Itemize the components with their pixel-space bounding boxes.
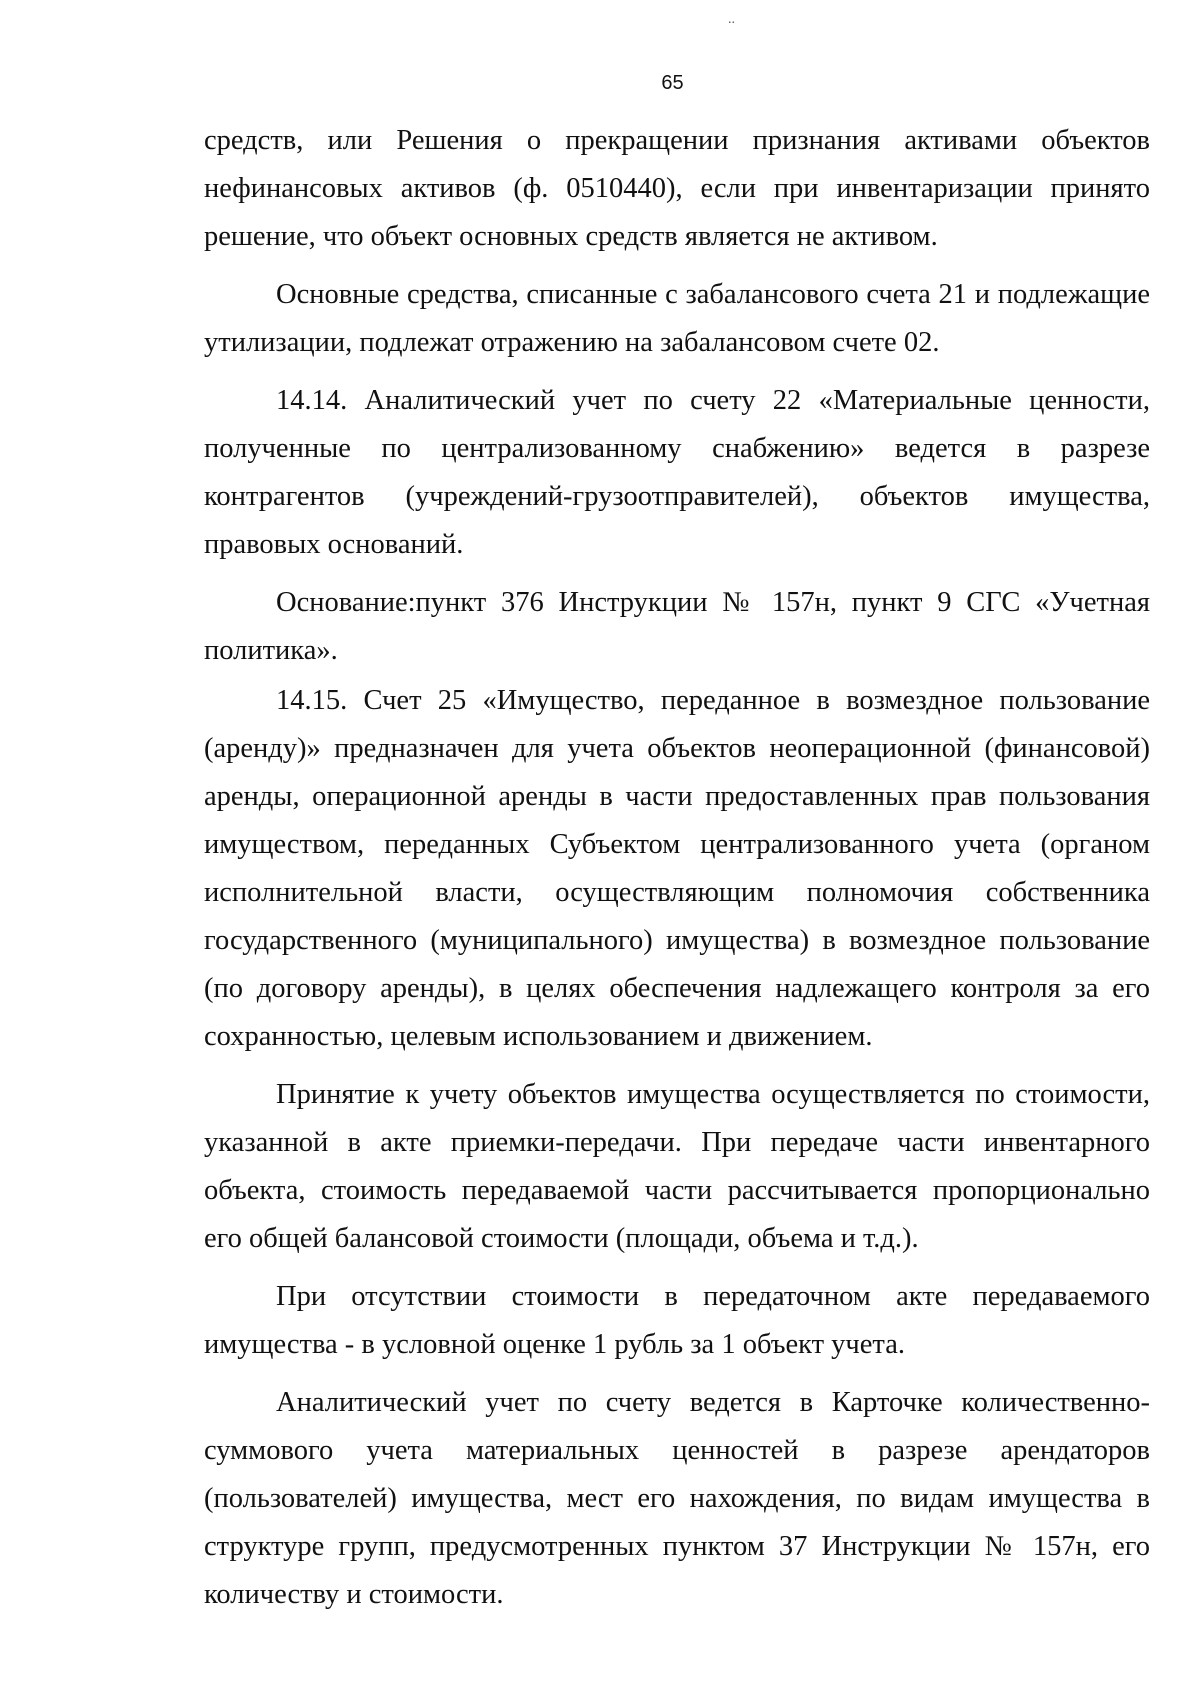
paragraph-basis: Основание:пункт 376 Инструкции № 157н, пункт 9 СГС «Учетная политика».	[204, 587, 1150, 666]
page-number: 65	[661, 72, 684, 94]
paragraph-14-14: 14.14. Аналитический учет по счету 22 «Материальные ценности, полученные по централизованному снабжению» ведется в разрезе контрагентов (учреждений-грузоотправителей), объектов имущества, правовых оснований.	[204, 385, 1150, 560]
paragraph-analytical-accounting: Аналитический учет по счету ведется в Карточке количественно-суммового учета материальных ценностей в разрезе арендаторов (пользователей) имущества, мест его нахождения, по видам имущества в структуре групп, предусмотренных пунктом 37 Инструкции № 157н, его количеству и стоимости.	[204, 1387, 1150, 1610]
scan-mark: ..	[728, 12, 735, 27]
paragraph-continuation: средств, или Решения о прекращении признания активами объектов нефинансовых активов (ф. 0510440), если при инвентаризации принято решение, что объект основных средств является не активом.	[204, 125, 1150, 252]
paragraph-acceptance: Принятие к учету объектов имущества осуществляется по стоимости, указанной в акте приемки-передачи. При передаче части инвентарного объекта, стоимость передаваемой части рассчитывается пропорционально его общей балансовой стоимости (площади, объема и т.д.).	[204, 1079, 1150, 1254]
paragraph-fixed-assets-writeoff: Основные средства, списанные с забалансового счета 21 и подлежащие утилизации, подлежат отражению на забалансовом счете 02.	[204, 279, 1150, 358]
document-body	[204, 117, 1150, 1619]
paragraph-no-value: При отсутствии стоимости в передаточном акте передаваемого имущества - в условной оценке 1 рубль за 1 объект учета.	[204, 1281, 1150, 1360]
paragraph-14-15: 14.15. Счет 25 «Имущество, переданное в возмездное пользование (аренду)» предназначен для учета объектов неоперационной (финансовой) аренды, операционной аренды в части предоставленных прав пользования имуществом, переданных Субъектом централизованного учета (органом исполнительной власти, осуществляющим полномочия собственника государственного (муниципального) имущества) в возмездное пользование (по договору аренды), в целях обеспечения надлежащего контроля за его сохранностью, целевым использованием и движением.	[204, 685, 1150, 1052]
